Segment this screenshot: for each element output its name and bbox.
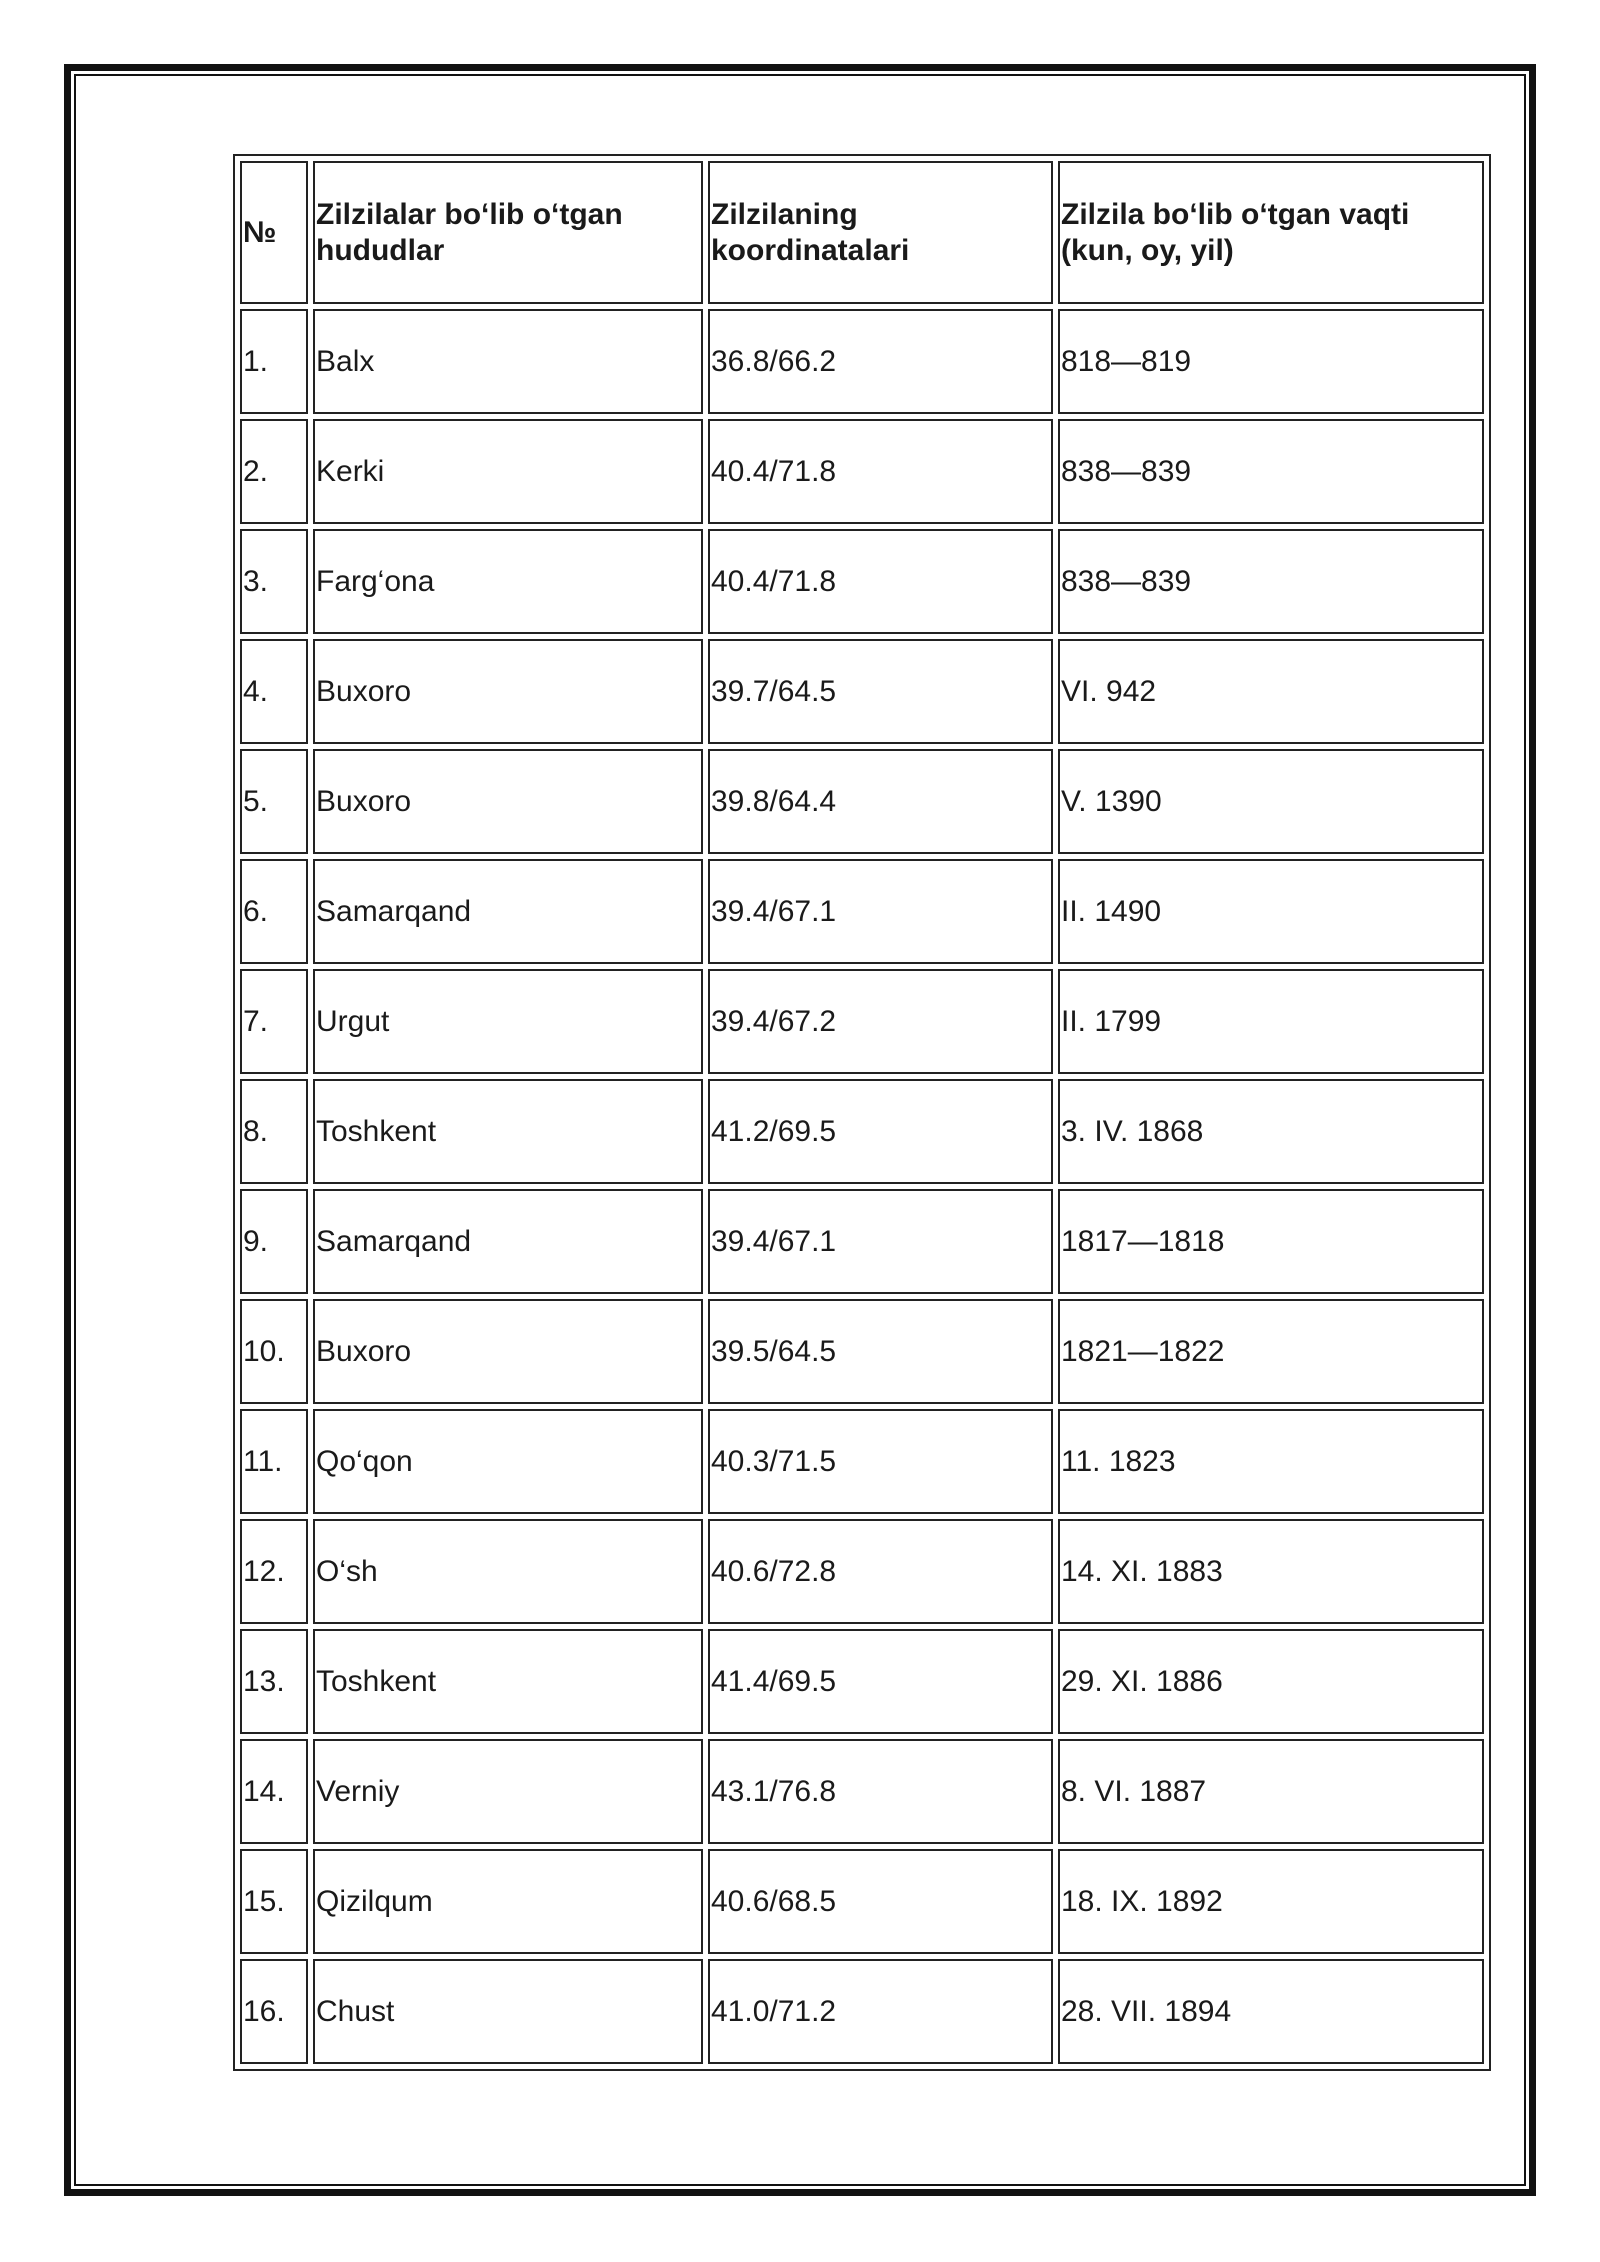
table-row	[240, 419, 1484, 524]
cell-number: 6.	[240, 859, 308, 964]
cell-coordinates: 39.4/67.2	[708, 969, 1053, 1074]
cell-date: 14. XI. 1883	[1058, 1519, 1484, 1624]
cell-region: Qizilqum	[313, 1849, 703, 1954]
cell-region: O‘sh	[313, 1519, 703, 1624]
cell-number: 7.	[240, 969, 308, 1074]
cell-coordinates: 40.6/68.5	[708, 1849, 1053, 1954]
cell-coordinates: 39.5/64.5	[708, 1299, 1053, 1404]
cell-region: Qo‘qon	[313, 1409, 703, 1514]
cell-date: II. 1490	[1058, 859, 1484, 964]
cell-date: 838—839	[1058, 419, 1484, 524]
table-row	[240, 859, 1484, 964]
cell-number: 15.	[240, 1849, 308, 1954]
cell-date: 18. IX. 1892	[1058, 1849, 1484, 1954]
cell-number: 4.	[240, 639, 308, 744]
cell-coordinates: 40.4/71.8	[708, 529, 1053, 634]
cell-coordinates: 41.0/71.2	[708, 1959, 1053, 2064]
cell-region: Buxoro	[313, 639, 703, 744]
table-row	[240, 1409, 1484, 1514]
table-row	[240, 1629, 1484, 1734]
cell-region: Buxoro	[313, 749, 703, 854]
cell-number: 13.	[240, 1629, 308, 1734]
cell-region: Samarqand	[313, 1189, 703, 1294]
header-coordinates: Zilzilaning koordinatalari	[708, 161, 1053, 304]
table-row	[240, 1959, 1484, 2064]
cell-date: 29. XI. 1886	[1058, 1629, 1484, 1734]
cell-region: Farg‘ona	[313, 529, 703, 634]
cell-date: 838—839	[1058, 529, 1484, 634]
cell-date: V. 1390	[1058, 749, 1484, 854]
cell-region: Verniy	[313, 1739, 703, 1844]
table-row	[240, 749, 1484, 854]
cell-coordinates: 36.8/66.2	[708, 309, 1053, 414]
header-date: Zilzila bo‘lib o‘tgan vaqti (kun, oy, yil)	[1058, 161, 1484, 304]
cell-region: Buxoro	[313, 1299, 703, 1404]
cell-date: II. 1799	[1058, 969, 1484, 1074]
table-row	[240, 969, 1484, 1074]
cell-date: 3. IV. 1868	[1058, 1079, 1484, 1184]
cell-number: 3.	[240, 529, 308, 634]
table-row	[240, 1299, 1484, 1404]
cell-date: 11. 1823	[1058, 1409, 1484, 1514]
cell-region: Chust	[313, 1959, 703, 2064]
table-row	[240, 1189, 1484, 1294]
table-row	[240, 1079, 1484, 1184]
cell-region: Urgut	[313, 969, 703, 1074]
cell-number: 12.	[240, 1519, 308, 1624]
cell-number: 11.	[240, 1409, 308, 1514]
cell-region: Kerki	[313, 419, 703, 524]
cell-coordinates: 41.2/69.5	[708, 1079, 1053, 1184]
cell-date: 8. VI. 1887	[1058, 1739, 1484, 1844]
cell-region: Balx	[313, 309, 703, 414]
cell-number: 14.	[240, 1739, 308, 1844]
cell-date: 28. VII. 1894	[1058, 1959, 1484, 2064]
cell-date: 1817—1818	[1058, 1189, 1484, 1294]
header-region: Zilzilalar bo‘lib o‘tgan hududlar	[313, 161, 703, 304]
table-row	[240, 1739, 1484, 1844]
cell-date: 818—819	[1058, 309, 1484, 414]
cell-number: 5.	[240, 749, 308, 854]
cell-date: VI. 942	[1058, 639, 1484, 744]
cell-coordinates: 39.7/64.5	[708, 639, 1053, 744]
cell-coordinates: 39.4/67.1	[708, 1189, 1053, 1294]
cell-number: 8.	[240, 1079, 308, 1184]
cell-number: 1.	[240, 309, 308, 414]
cell-number: 10.	[240, 1299, 308, 1404]
cell-number: 16.	[240, 1959, 308, 2064]
table-row	[240, 639, 1484, 744]
table-row	[240, 1849, 1484, 1954]
cell-coordinates: 39.8/64.4	[708, 749, 1053, 854]
cell-date: 1821—1822	[1058, 1299, 1484, 1404]
table-row	[240, 529, 1484, 634]
cell-coordinates: 39.4/67.1	[708, 859, 1053, 964]
cell-coordinates: 40.6/72.8	[708, 1519, 1053, 1624]
cell-coordinates: 40.3/71.5	[708, 1409, 1053, 1514]
cell-coordinates: 43.1/76.8	[708, 1739, 1053, 1844]
earthquake-table	[233, 154, 1491, 2071]
table-row	[240, 309, 1484, 414]
table-row	[240, 1519, 1484, 1624]
cell-coordinates: 41.4/69.5	[708, 1629, 1053, 1734]
cell-region: Samarqand	[313, 859, 703, 964]
cell-number: 9.	[240, 1189, 308, 1294]
cell-number: 2.	[240, 419, 308, 524]
header-number: №	[240, 161, 308, 304]
cell-region: Toshkent	[313, 1629, 703, 1734]
table-header-row	[240, 161, 1484, 304]
cell-coordinates: 40.4/71.8	[708, 419, 1053, 524]
cell-region: Toshkent	[313, 1079, 703, 1184]
